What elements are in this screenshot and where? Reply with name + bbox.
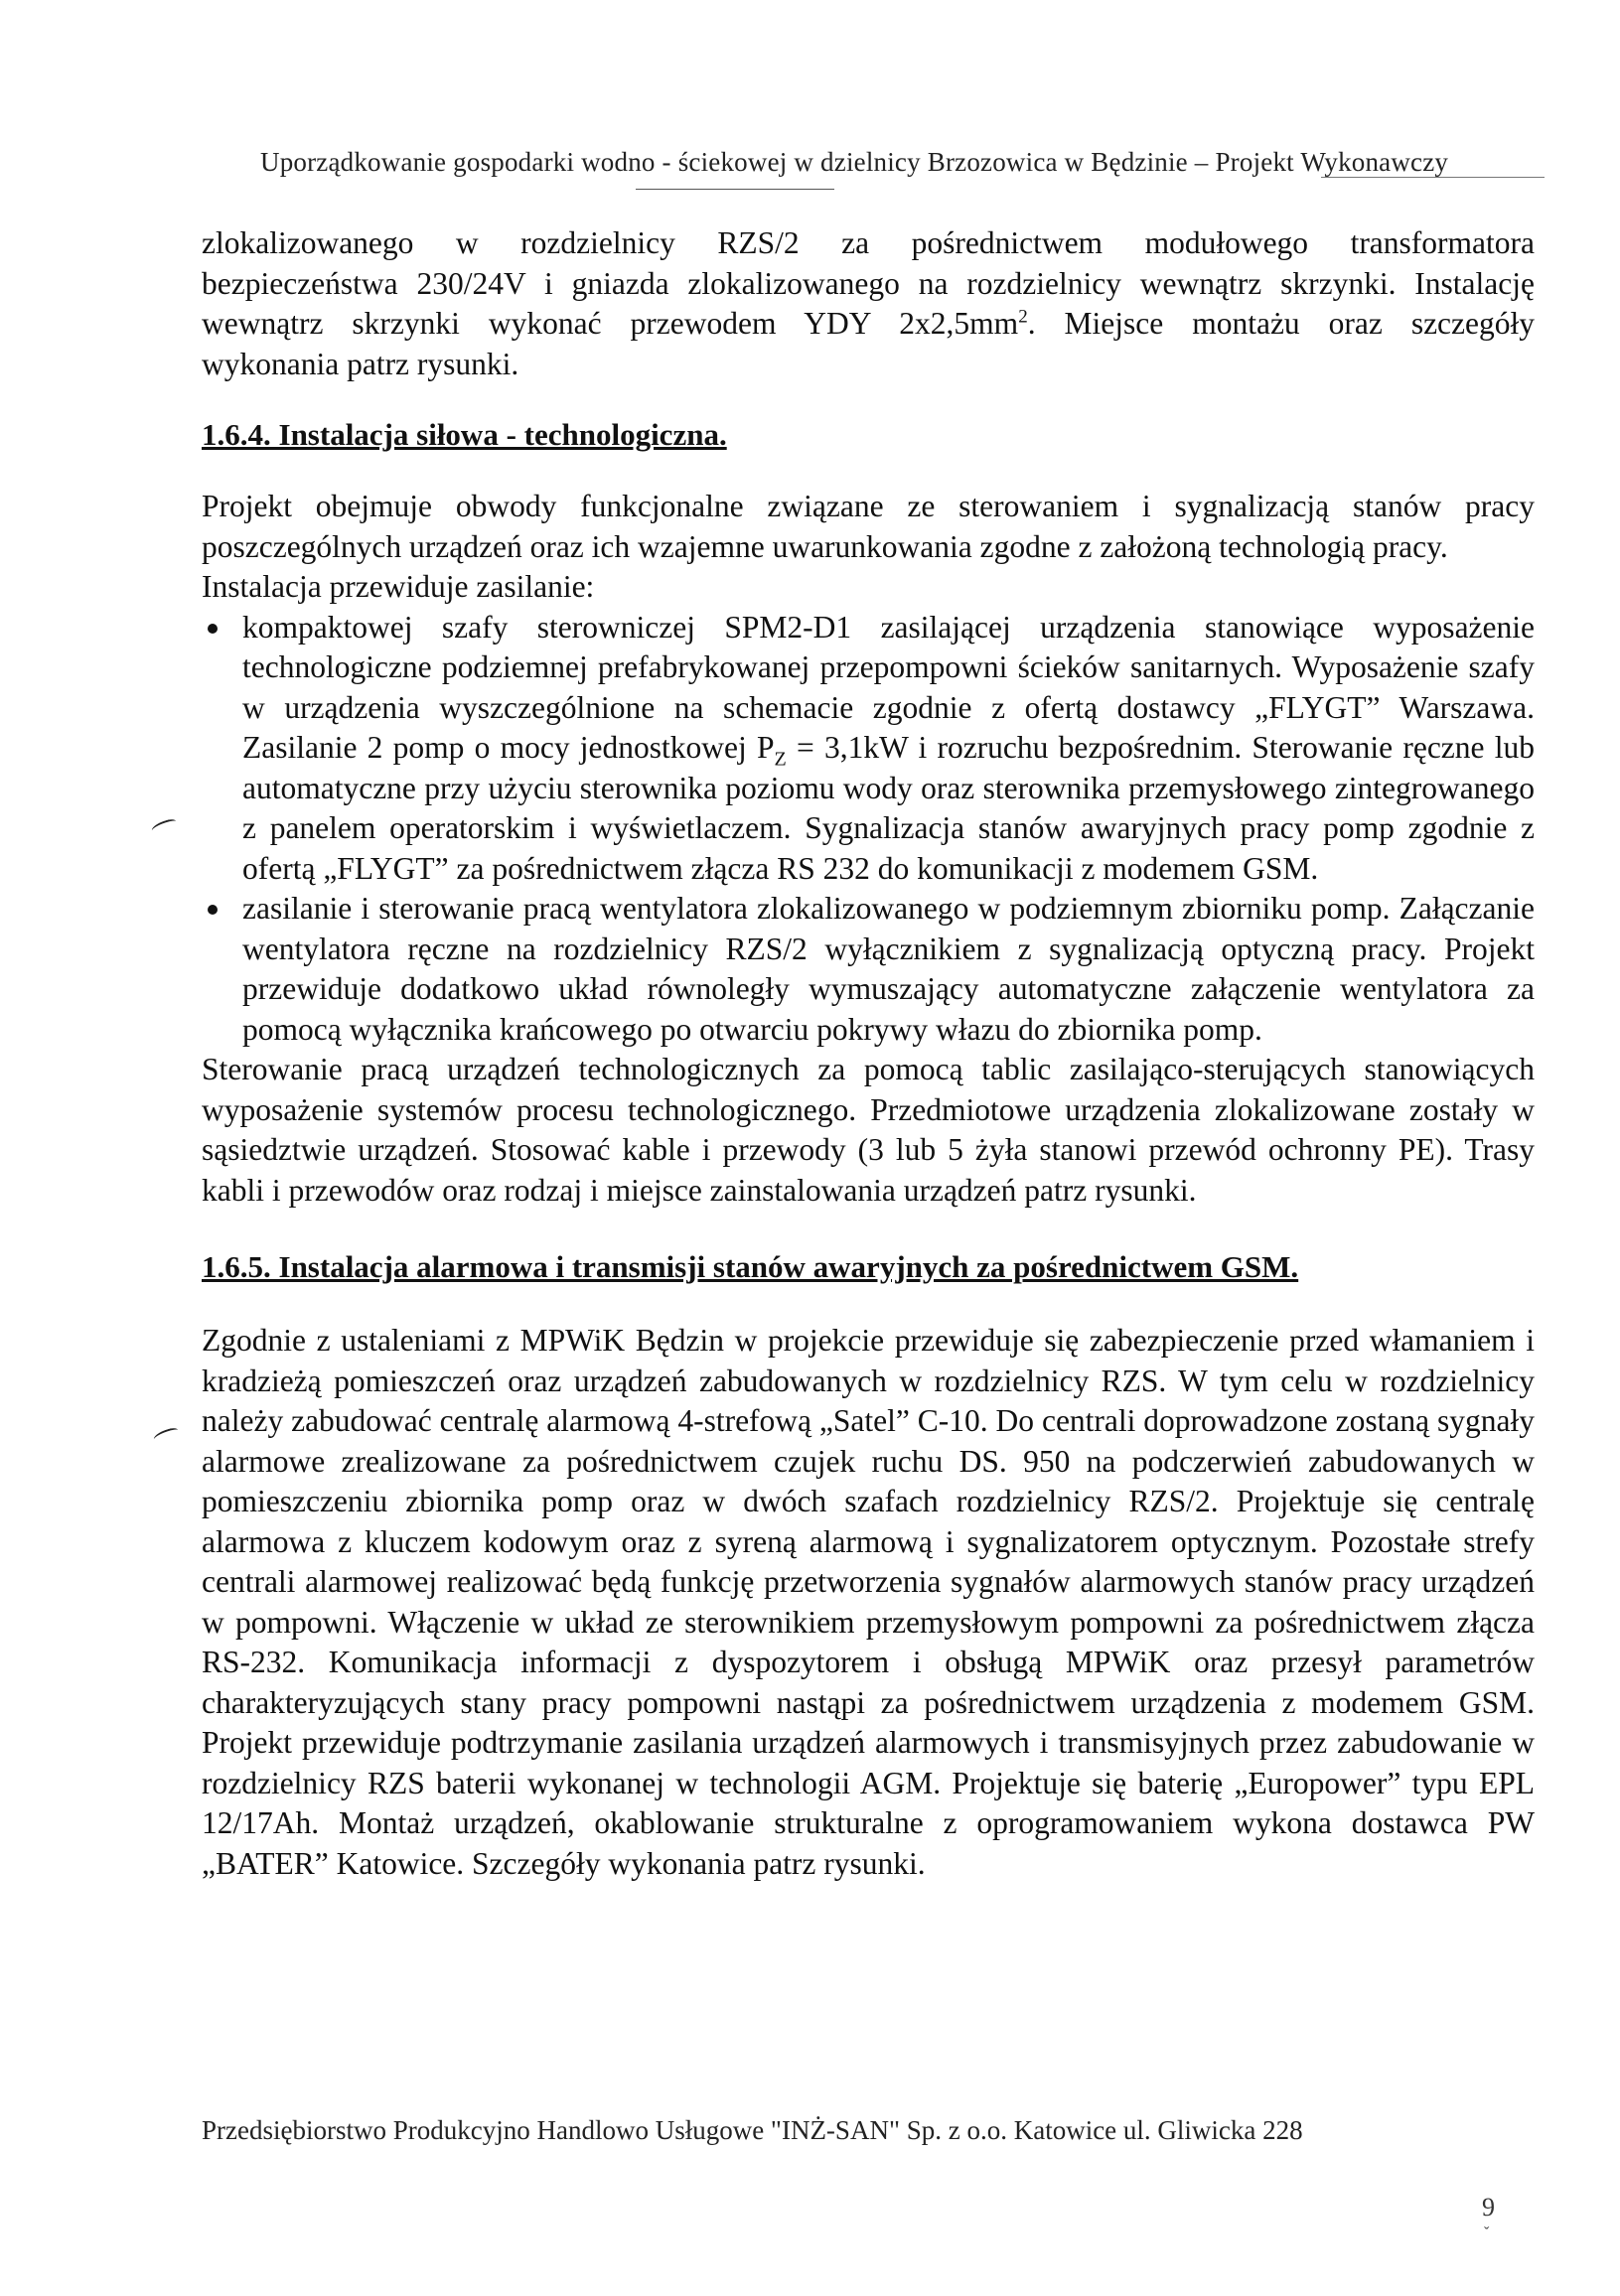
bullet-icon [208, 905, 218, 915]
list-item [202, 889, 1535, 1050]
margin-pen-mark [152, 1426, 180, 1444]
section-1-6-4-intro-line: Instalacja przewiduje zasilanie: [202, 569, 595, 604]
section-1-6-4-body [202, 487, 1535, 1211]
bullet-icon [208, 624, 218, 634]
intro-line-4: wykonania patrz rysunki. [202, 346, 519, 381]
section-1-6-5-body [202, 1321, 1535, 1884]
intro-line-3-text: wewnątrz skrzynki wykonać przewodem YDY 2x2,5mm [202, 306, 1019, 341]
page-footer: Przedsiębiorstwo Produkcyjno Handlowo Usługowe "INŻ-SAN" Sp. z o.o. Katowice ul. Gliwicka 228 [202, 2115, 1303, 2145]
header-underline [636, 189, 834, 190]
subscript-z: Z [774, 748, 787, 771]
intro-paragraph [202, 223, 1535, 384]
intro-line-3-rest: . Miejsce montażu oraz szczegóły [1027, 306, 1535, 341]
section-heading-1-6-4: 1.6.4. Instalacja siłowa - technologiczna. [202, 417, 727, 452]
section-1-6-4-closing: Sterowanie pracą urządzeń technologicznych za pomocą tablic zasilająco-sterujących stanowiących wyposażenie systemów procesu technologicznego. Przedmiotowe urządzenia zlokalizowane zostały w sąsiedztwie urządzeń. Stosować kable i przewody (3 lub 5 żyła stanowi przewód ochronny PE). Trasy kabli i przewodów oraz rodzaj i miejsce zainstalowania urządzeń patrz rysunki. [202, 1052, 1535, 1208]
intro-line-2: bezpieczeństwa 230/24V i gniazda zlokalizowanego na rozdzielnicy wewnątrz skrzynki. Instalację [202, 265, 1535, 301]
bullet-1-text: kompaktowej szafy sterowniczej SPM2-D1 zasilającej urządzenia stanowiące wyposażenie technologiczne podziemnej prefabrykowanej przepompowni ścieków sanitarnych. Wyposażenie szafy w urządzenia wyszczególnione na schemacie zgodnie z ofertą dostawcy „FLYGT” Warszawa. Zasilanie 2 pomp o mocy jednostkowej P [242, 609, 1535, 765]
header-underline-right [1321, 177, 1545, 178]
intro-line-1: zlokalizowanego w rozdzielnicy RZS/2 za pośrednictwem modułowego transformatora [202, 225, 1535, 260]
section-1-6-4-paragraph: Projekt obejmuje obwody funkcjonalne związane ze sterowaniem i sygnalizacją stanów pracy poszczególnych urządzeń oraz ich wzajemne uwarunkowania zgodne z założoną technologią pracy. [202, 489, 1535, 564]
bullet-2-text: zasilanie i sterowanie pracą wentylatora zlokalizowanego w podziemnym zbiorniku pomp. Załączanie wentylatora ręczne na rozdzielnicy RZS/2 wyłącznikiem z sygnalizacją optyczną pracy. Projekt przewiduje dodatkowo układ równoległy wymuszający automatyczne załączenie wentylatora za pomocą wyłącznika krańcowego po otwarciu pokrywy włazu do zbiornika pomp. [242, 891, 1535, 1047]
section-heading-1-6-5: 1.6.5. Instalacja alarmowa i transmisji stanów awaryjnych za pośrednictwem GSM. [202, 1249, 1299, 1284]
page-header: Uporządkowanie gospodarki wodno - ściekowej w dzielnicy Brzozowica w Będzinie – Projekt Wykonawczy [260, 147, 1449, 177]
bullet-1-text-rest: = 3,1kW i rozruchu bezpośrednim. Sterowanie ręczne lub automatyczne przy użyciu sterownika poziomu wody oraz sterownika przemysłowego zintegrowanego z panelem operatorskim i wyświetlaczem. Sygnalizacja stanów awaryjnych pracy pomp zgodnie z ofertą „FLYGT” za pośrednictwem złącza RS 232 do komunikacji z modemem GSM. [242, 730, 1535, 886]
page-number-mark: ˇ [1484, 2224, 1490, 2241]
intro-line-3 [202, 304, 1535, 345]
margin-pen-mark [150, 817, 178, 835]
supply-list [202, 608, 1535, 1051]
section-1-6-5-paragraph: Zgodnie z ustaleniami z MPWiK Będzin w projekcie przewiduje się zabezpieczenie przed włamaniem i kradzieżą pomieszczeń oraz urządzeń zabudowanych w rozdzielnicy RZS. W tym celu w rozdzielnicy należy zabudować centralę alarmową 4-strefową „Satel” C-10. Do centrali doprowadzone zostaną sygnały alarmowe zrealizowane za pośrednictwem czujek ruchu DS. 950 na podczerwień zabudowanych w pomieszczeniu zbiornika pomp oraz w dwóch szafach rozdzielnicy RZS/2. Projektuje się centralę alarmowa z kluczem kodowym oraz z syreną alarmową i sygnalizatorem optycznym. Pozostałe strefy centrali alarmowej realizować będą funkcję przetworzenia sygnałów alarmowych stanów pracy urządzeń w pompowni. Włączenie w układ ze sterownikiem przemysłowym pompowni za pośrednictwem złącza RS-232. Komunikacja informacji z dyspozytorem i obsługą MPWiK oraz przesył parametrów charakteryzujących stany pracy pompowni nastąpi za pośrednictwem urządzenia z modemem GSM. Projekt przewiduje podtrzymanie zasilania urządzeń alarmowych i transmisyjnych przez zabudowanie w rozdzielnicy RZS baterii wykonanej w technologii AGM. Projektuje się baterię „Europower” typu EPL 12/17Ah. Montaż urządzeń, okablowanie strukturalne z oprogramowaniem wykona dostawca PW „BATER” Katowice. Szczegóły wykonania patrz rysunki. [202, 1323, 1535, 1881]
page-number: 9 [1482, 2193, 1495, 2222]
superscript-two: 2 [1018, 306, 1028, 328]
list-item [202, 608, 1535, 890]
